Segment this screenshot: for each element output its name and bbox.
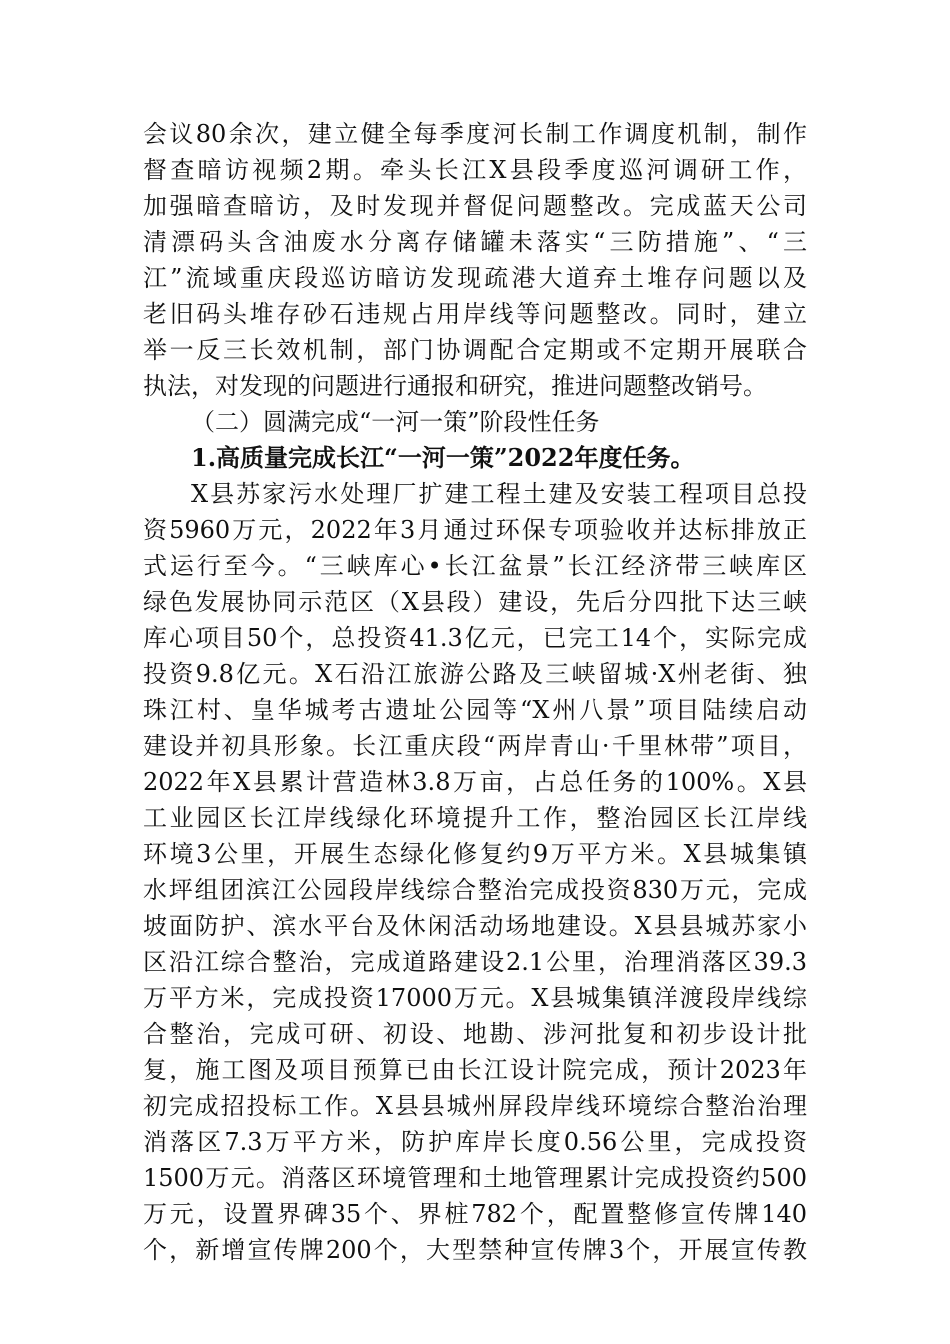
body-line: 1500万元。消落区环境管理和土地管理累计完成投资约500	[143, 1164, 807, 1192]
body-line: 水坪组团滨江公园段岸线综合整治完成投资830万元，完成	[143, 876, 807, 904]
body-line: 消落区7.3万平方米，防护库岸长度0.56公里，完成投资	[143, 1128, 807, 1156]
body-line: 绿色发展协同示范区（X县段）建设，先后分四批下达三峡	[143, 588, 807, 616]
body-line: 初完成招投标工作。X县县城州屏段岸线环境综合整治治理	[143, 1092, 807, 1120]
body-line: 万平方米，完成投资17000万元。X县城集镇洋渡段岸线综	[143, 984, 807, 1012]
body-line: 清漂码头含油废水分离存储罐未落实“三防措施”、“三	[143, 228, 807, 256]
body-line: 坡面防护、滨水平台及休闲活动场地建设。X县县城苏家小	[143, 912, 807, 940]
body-line: 资5960万元，2022年3月通过环保专项验收并达标排放正	[143, 516, 807, 544]
body-line: 举一反三长效机制，部门协调配合定期或不定期开展联合	[143, 336, 807, 364]
body-line: 加强暗查暗访，及时发现并督促问题整改。完成蓝天公司	[143, 192, 807, 220]
body-line: 个，新增宣传牌200个，大型禁种宣传牌3个，开展宣传教	[143, 1236, 807, 1264]
body-line: 投资9.8亿元。X石沿江旅游公路及三峡留城·X州老街、独	[143, 660, 807, 688]
body-line: 区沿江综合整治，完成道路建设2.1公里，治理消落区39.3	[143, 948, 807, 976]
body-line: 合整治，完成可研、初设、地勘、涉河批复和初步设计批	[143, 1020, 807, 1048]
body-line: 建设并初具形象。长江重庆段“两岸青山·千里林带”项目，	[143, 732, 807, 760]
section-heading: （二）圆满完成“一河一策”阶段性任务	[191, 408, 600, 436]
body-line: 会议80余次，建立健全每季度河长制工作调度机制，制作	[143, 120, 807, 148]
body-line: 老旧码头堆存砂石违规占用岸线等问题整改。同时，建立	[143, 300, 807, 328]
body-line: 江”流域重庆段巡访暗访发现疏港大道弃土堆存问题以及	[143, 264, 807, 292]
document-body	[143, 116, 807, 1268]
body-line: 2022年X县累计营造林3.8万亩，占总任务的100%。X县	[143, 768, 807, 796]
body-line: 执法，对发现的问题进行通报和研究，推进问题整改销号。	[143, 372, 767, 400]
body-line: 复，施工图及项目预算已由长江设计院完成，预计2023年	[143, 1056, 807, 1084]
body-line: 式运行至今。“三峡库心•长江盆景”长江经济带三峡库区	[143, 552, 807, 580]
body-line: 库心项目50个，总投资41.3亿元，已完工14个，实际完成	[143, 624, 807, 652]
body-line: 万元，设置界碑35个、界桩782个，配置整修宣传牌140	[143, 1200, 807, 1228]
body-line: 工业园区长江岸线绿化环境提升工作，整治园区长江岸线	[143, 804, 807, 832]
body-line: 珠江村、皇华城考古遗址公园等“X州八景”项目陆续启动	[143, 696, 807, 724]
subsection-heading: 1.高质量完成长江“一河一策”2022年度任务。	[191, 443, 695, 472]
body-line: 督查暗访视频2期。牵头长江X县段季度巡河调研工作，	[143, 156, 807, 184]
body-line: X县苏家污水处理厂扩建工程土建及安装工程项目总投	[191, 480, 807, 508]
body-line: 环境3公里，开展生态绿化修复约9万平方米。X县城集镇	[143, 840, 807, 868]
